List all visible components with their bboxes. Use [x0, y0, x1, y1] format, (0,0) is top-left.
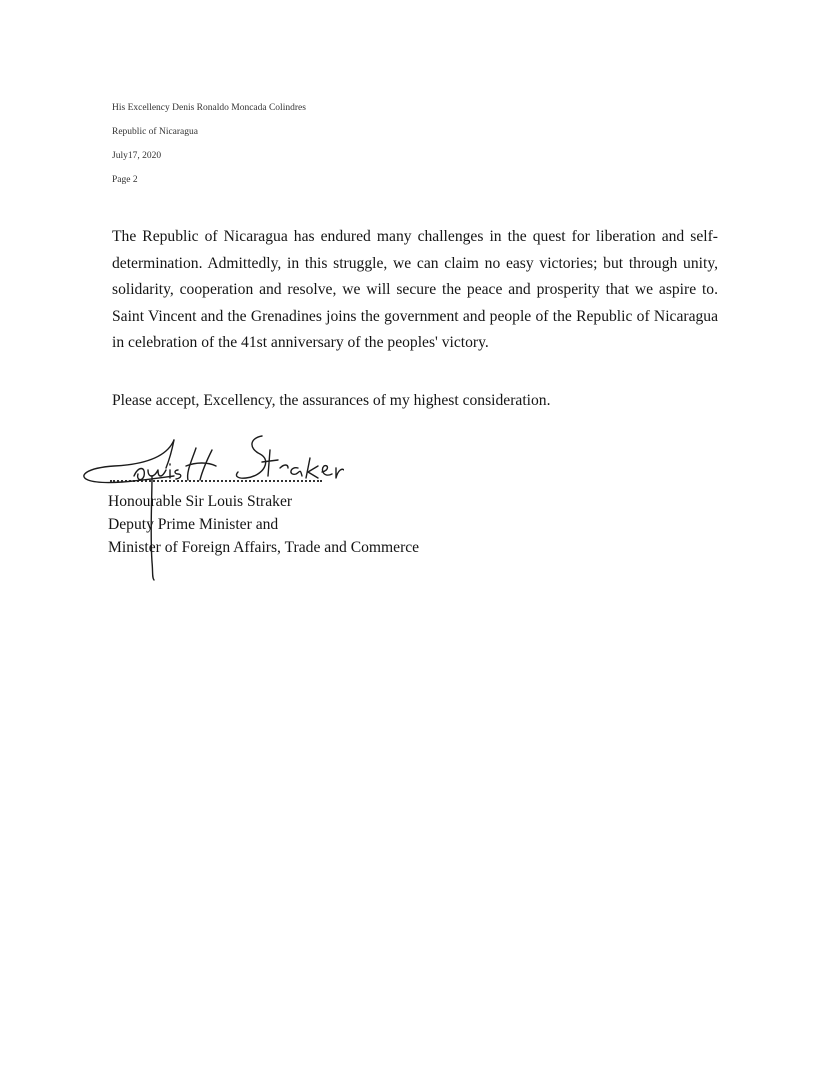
letter-header — [112, 96, 306, 192]
closing-line: Please accept, Excellency, the assurances of my highest consideration. — [112, 392, 551, 409]
signatory-title-1: Deputy Prime Minister and — [108, 516, 279, 533]
signature-block — [108, 490, 419, 559]
signatory-title-2: Minister of Foreign Affairs, Trade and Commerce — [108, 539, 420, 556]
page-number: Page 2 — [112, 175, 138, 185]
signatory-name: Honourable Sir Louis Straker — [108, 493, 293, 510]
recipient-country: Republic of Nicaragua — [112, 127, 198, 137]
letter-date: July17, 2020 — [112, 151, 162, 161]
recipient-name: His Excellency Denis Ronaldo Moncada Colindres — [112, 103, 306, 113]
body-paragraph: The Republic of Nicaragua has endured many challenges in the quest for liberation and self-determination. Admittedly, in this struggle, we can claim no easy victories; but through unity, solidarity, cooperation and resolve, we will secure the peace and prosperity that we aspire to. Saint Vincent and the Grenadines joins the government and people of the Republic of Nicaragua in celebration of the 41st anniversary of the peoples' victory. — [112, 228, 718, 352]
